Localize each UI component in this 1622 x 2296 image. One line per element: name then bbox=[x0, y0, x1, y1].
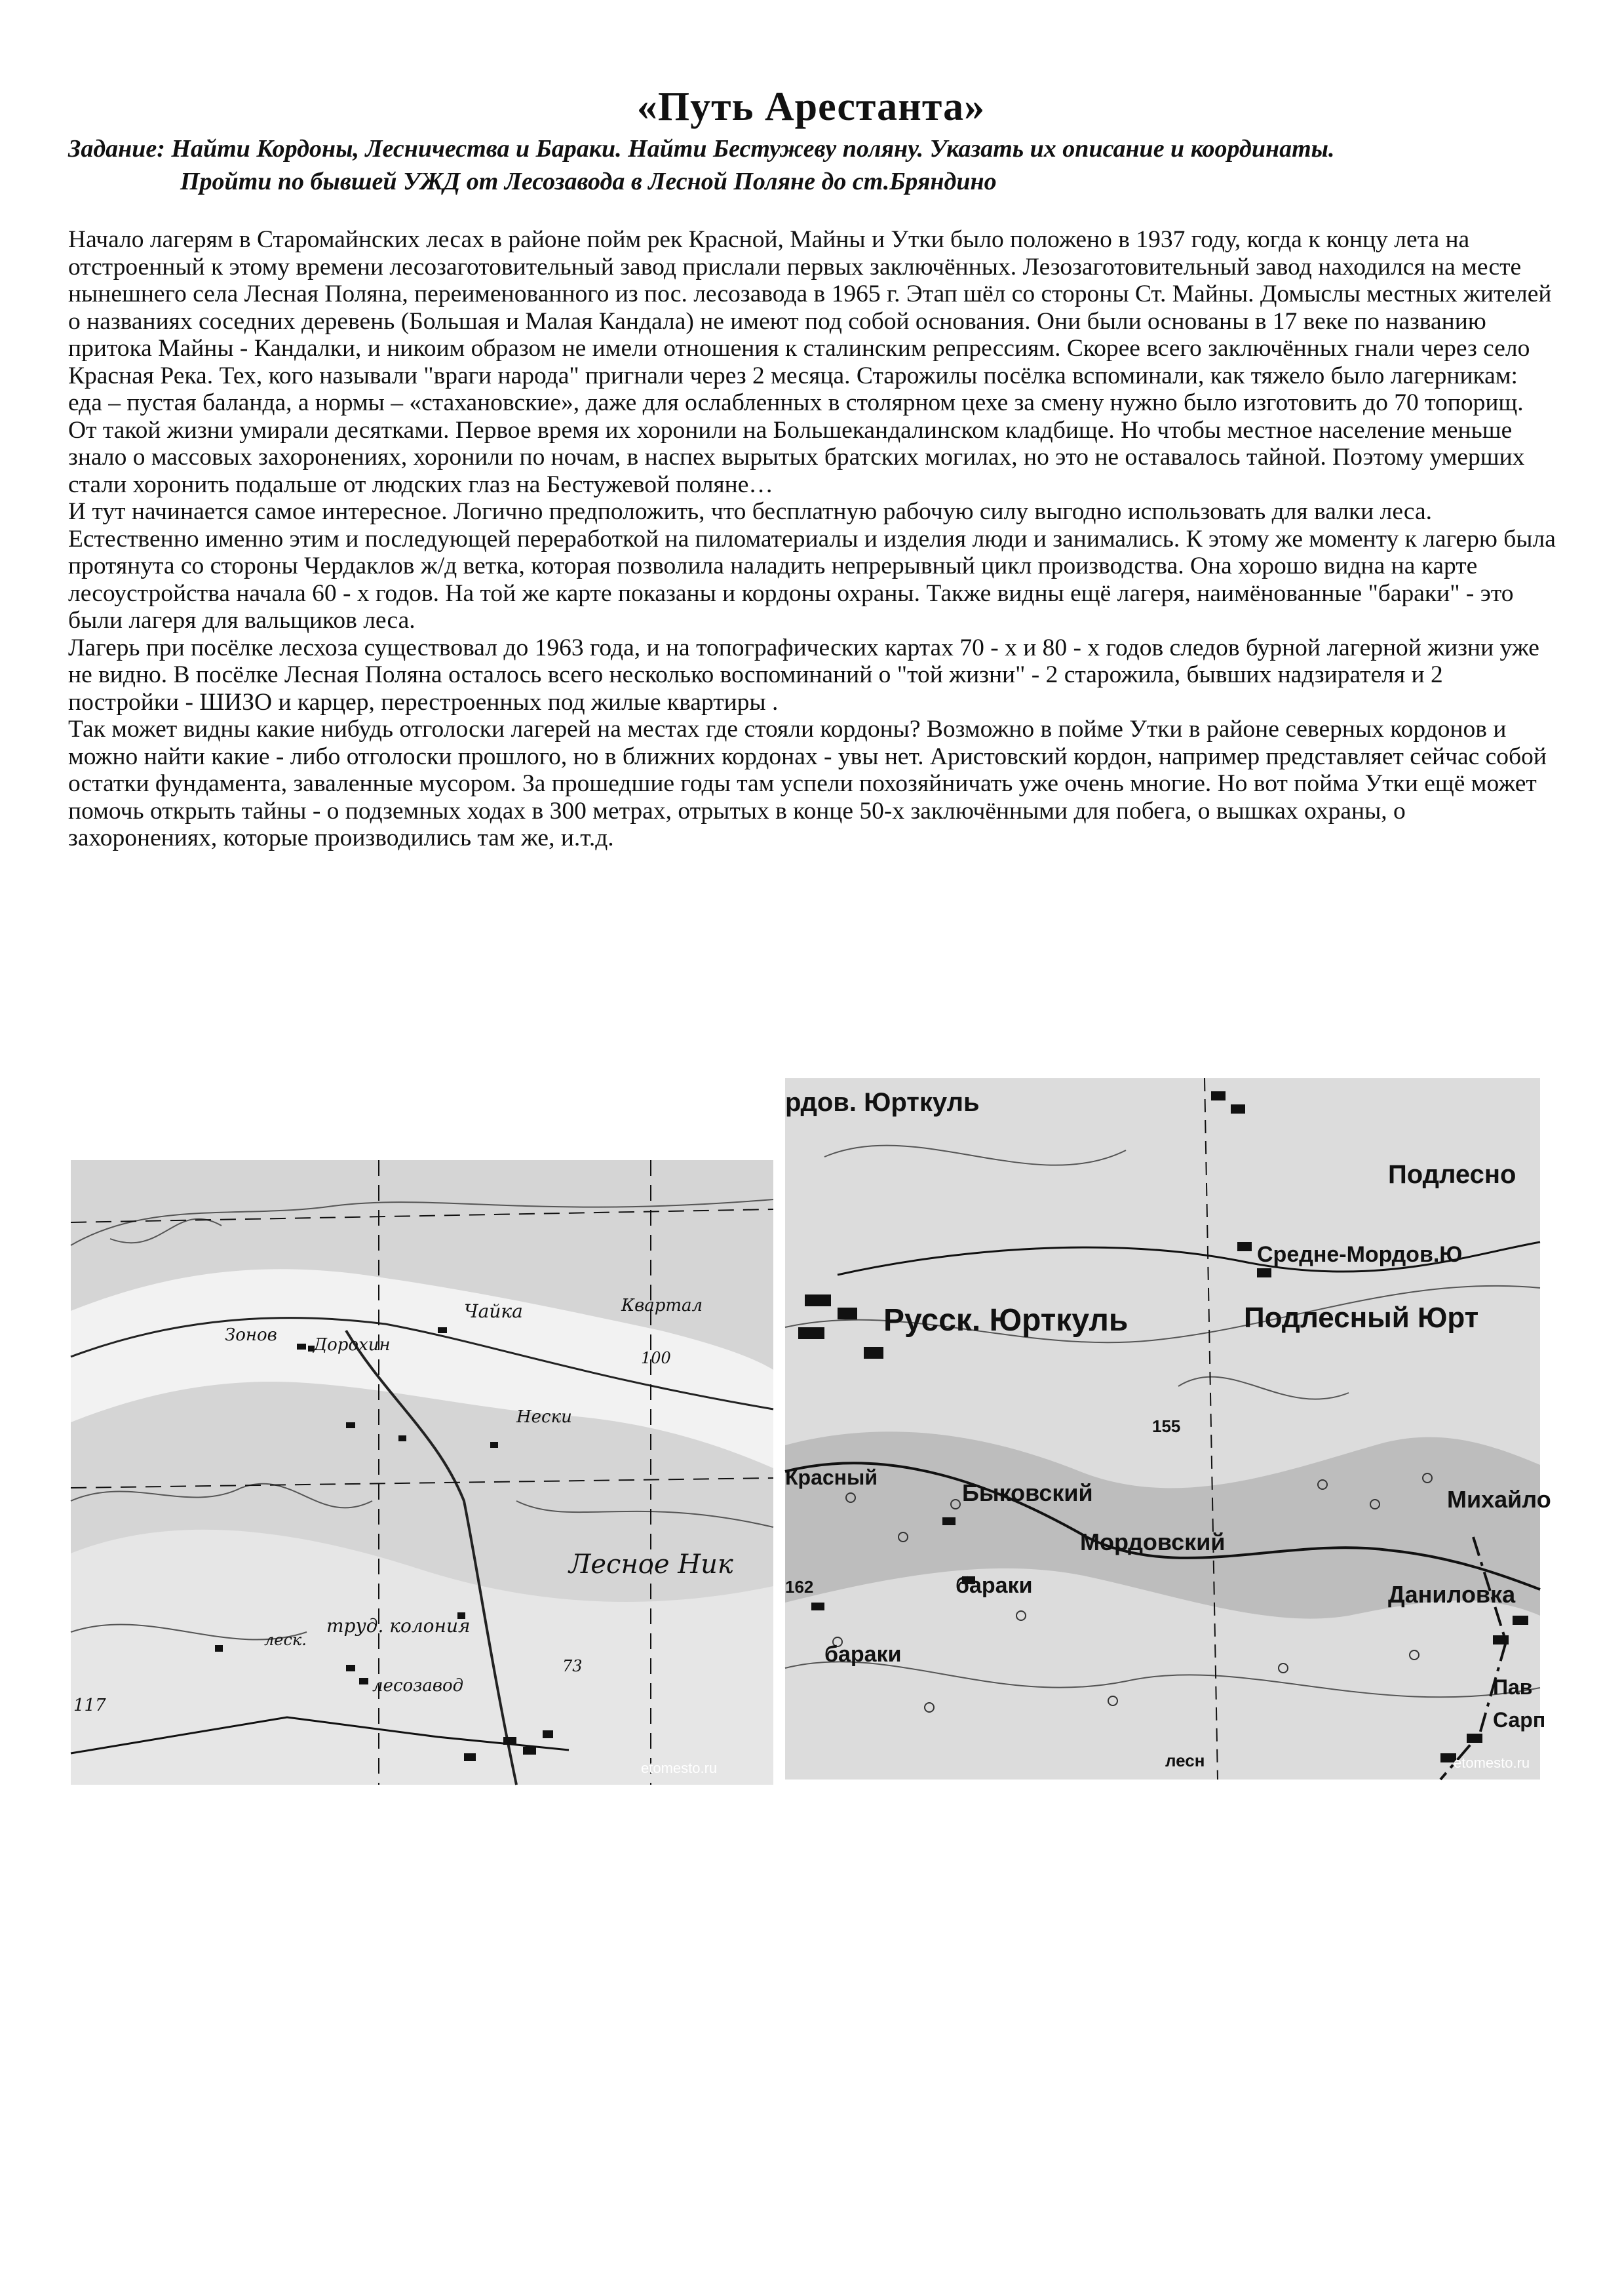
map-label: бараки bbox=[956, 1573, 1033, 1598]
map-label: 73 bbox=[562, 1657, 583, 1675]
page-title: «Путь Арестанта» bbox=[636, 85, 986, 129]
map-label: Даниловка bbox=[1388, 1581, 1516, 1608]
map-label: Сарп bbox=[1493, 1708, 1546, 1732]
body-text bbox=[68, 226, 1556, 852]
map-label: Лесное Ник bbox=[569, 1549, 733, 1580]
paragraph: Так может видны какие нибудь отголоски лагерей на местах где стояли кордоны? Возможно в пойме Утки в районе северных кордонов и можно найти какие - либо отголоски прошлого, но в ближних кордонах - увы нет. Аристовский кордон, например представляет сейчас собой остатки фундамента, заваленные мусором. За прошедшие годы там успели похозяйничать уже очень многие. Но вот пойма Утки ещё может помочь открыть тайны - о подземных ходах в 300 метрах, отрытых в конце 50-х заключёнными для побега, о вышках охраны, о захоронениях, которые производились там же, и.т.д. bbox=[68, 716, 1547, 851]
paragraph: Лагерь при посёлке лесхоза существовал до 1963 года, и на топографических картах 70 - х и 80 - х годов следов бурной лагерной жизни уже не видно. В посёлке Лесная Поляна осталось всего несколько воспоминаний о "той жизни" - 2 старожила, бывших надзирателя и 2 постройки - ШИЗО и карцер, перестроенных под жилые квартиры . bbox=[68, 634, 1539, 716]
map-label: 155 bbox=[1152, 1416, 1181, 1436]
map-yurtkul-graphic bbox=[785, 1078, 1551, 1780]
map-label: Средне-Мордов.Ю bbox=[1257, 1242, 1463, 1267]
map-label: Зонов bbox=[225, 1325, 277, 1345]
paragraph: И тут начинается самое интересное. Логично предположить, что бесплатную рабочую силу выгодно использовать для валки леса. Естественно именно этим и последующей переработкой на пиломатериалы и изделия люди и занимались. К этому же моменту к лагерю была протянута со стороны Чердаклов ж/д ветка, которая позволила наладить непрерывный цикл производства. Она хорошо видна на карте лесоустройства начала 60 - х годов. На той же карте показаны и кордоны охраны. Также видны ещё лагеря, наимёнованные "бараки" - это были лагеря для вальщиков леса. bbox=[68, 498, 1556, 634]
map-label: Подлесно bbox=[1388, 1160, 1516, 1189]
map-label: Михайло bbox=[1447, 1486, 1551, 1513]
paragraph: Начало лагерям в Старомайнских лесах в районе пойм рек Красной, Майны и Утки было положено в 1937 году, когда к концу лета на отстроенный к этому времени лесозаготовительный завод прислали первых заключённых. Лезозаготовительный завод находился на месте нынешнего села Лесная Поляна, переименованного из пос. лесозавода в 1965 г. Этап шёл со стороны Ст. Майны. Домыслы местных жителей о названиях соседних деревень (Большая и Малая Кандала) не имеют под собой основания. Они были основаны в 17 веке по названию притока Майны - Кандалки, и никоим образом не имели отношения к сталинским репрессиям. Скорее всего заключённых гнали через село Красная Река. Тех, кого называли "враги народа" пригнали через 2 месяца. Старожилы посёлка вспоминали, как тяжело было лагерникам: еда – пустая баланда, а нормы – «стахановские», даже для ослабленных в столярном цехе за смену нужно было изготовить до 70 топорищ. От такой жизни умирали десятками. Первое время их хоронили на Большекандалинском кладбище. Но чтобы местное население меньше знало о массовых захоронениях, хоронили по ночам, в наспех вырытых братских могилах, но это не оставалось тайной. Поэтому умерших стали хоронить подальше от людских глаз на Бестужевой поляне… bbox=[68, 226, 1552, 498]
map-label: Нески bbox=[516, 1407, 572, 1427]
map-label: леск. bbox=[264, 1631, 307, 1649]
map-yurtkul bbox=[785, 1078, 1551, 1780]
watermark: etomesto.ru bbox=[641, 1760, 718, 1776]
map-label: Мордовский bbox=[1080, 1528, 1226, 1555]
map-label: труд. колония bbox=[326, 1615, 471, 1637]
map-label: Пав bbox=[1493, 1675, 1533, 1699]
map-lesozavod bbox=[71, 1160, 773, 1785]
map-label: Красный bbox=[785, 1466, 878, 1489]
map-label: 117 bbox=[73, 1696, 106, 1715]
map-lesozavod-graphic bbox=[71, 1160, 773, 1785]
map-label: 162 bbox=[785, 1577, 814, 1597]
map-label: бараки bbox=[824, 1642, 902, 1667]
map-label: рдов. Юрткуль bbox=[785, 1088, 980, 1117]
map-label: Квартал bbox=[621, 1296, 703, 1315]
map-label: Дорохин bbox=[313, 1335, 391, 1355]
map-label: лесозавод bbox=[372, 1676, 464, 1696]
watermark: etomesto.ru bbox=[1454, 1755, 1530, 1771]
task-line-2: Пройти по бывшей УЖД от Лесозавода в Лесной Поляне до ст.Бряндино bbox=[180, 168, 997, 195]
map-label: Быковский bbox=[962, 1479, 1093, 1506]
map-label: лесн bbox=[1165, 1751, 1205, 1770]
map-label: Чайка bbox=[464, 1300, 523, 1322]
task-line-1: Задание: Найти Кордоны, Лесничества и Бараки. Найти Бестужеву поляну. Указать их описание и координаты. bbox=[68, 135, 1335, 163]
map-label: 100 bbox=[641, 1349, 671, 1367]
map-label: Русск. Юрткуль bbox=[883, 1303, 1129, 1338]
map-label: Подлесный Юрт bbox=[1244, 1302, 1479, 1334]
